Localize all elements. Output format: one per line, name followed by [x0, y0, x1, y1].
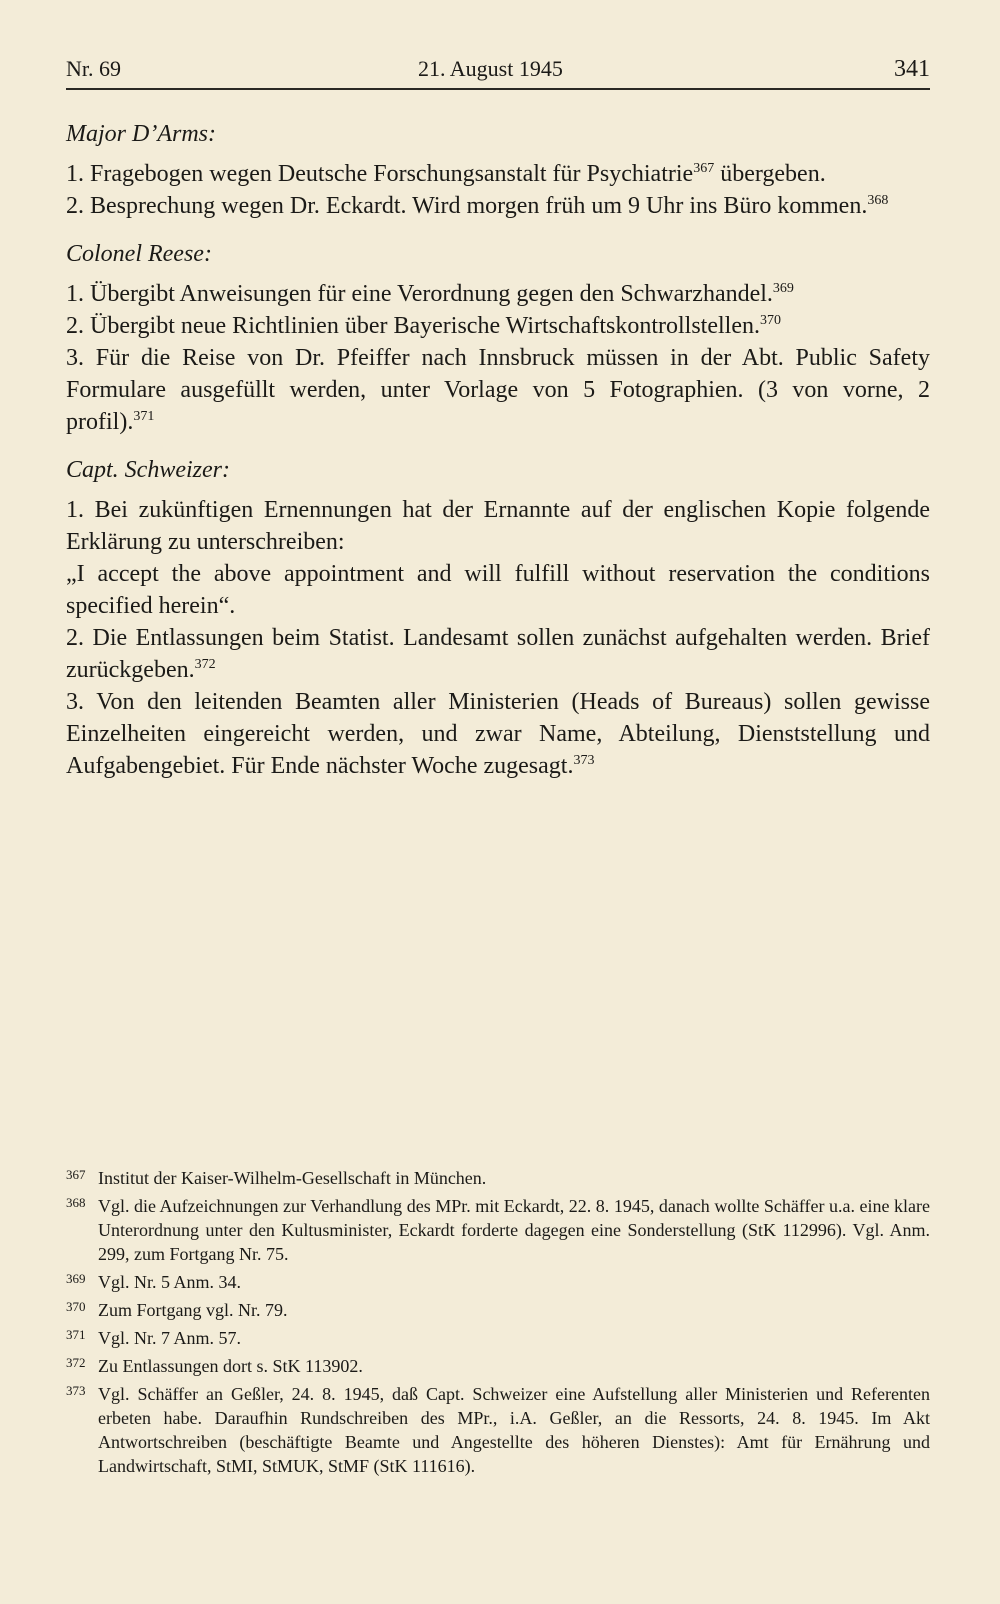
footnote-ref[interactable]: 370: [759, 313, 781, 328]
footnotes: [66, 1166, 930, 1482]
footnote: [66, 1194, 930, 1266]
footnote-number: 370: [66, 1299, 86, 1314]
speaker-heading: Major D’Arms:: [66, 121, 216, 147]
footnote: [66, 1382, 930, 1478]
footnote-text: Vgl. Nr. 5 Anm. 34.: [98, 1272, 242, 1292]
list-item: 1. Fragebogen wegen Deutsche Forschungsanstalt für Psychiatrie$^{367}$ übergeben.: [66, 161, 826, 187]
running-header: [66, 48, 930, 90]
footnote-ref[interactable]: 367: [693, 161, 715, 176]
footnote: [66, 1326, 930, 1350]
footnote-number: 373: [66, 1383, 86, 1398]
footnote-text: Zum Fortgang vgl. Nr. 79.: [98, 1300, 288, 1320]
speaker-heading: Colonel Reese:: [66, 241, 212, 267]
list-item: 2. Die Entlassungen beim Statist. Landesamt sollen zunächst aufgehalten werden. Brief zurückgeben.$^{372}$: [66, 625, 930, 683]
footnote-text: Institut der Kaiser-Wilhelm-Gesellschaft in München.: [98, 1168, 487, 1188]
footnote: [66, 1166, 930, 1190]
footnote-ref[interactable]: 372: [194, 657, 216, 672]
section-colonel-reese: [66, 238, 930, 438]
list-item: 2. Besprechung wegen Dr. Eckardt. Wird morgen früh um 9 Uhr ins Büro kommen.$^{368}$: [66, 193, 889, 219]
footnote: [66, 1298, 930, 1322]
footnote-number: 371: [66, 1327, 86, 1342]
main-text: [66, 118, 930, 798]
quoted-declaration: „I accept the above appointment and will fulfill without reservation the conditions specified herein“.: [66, 561, 930, 619]
speaker-heading: Capt. Schweizer:: [66, 457, 230, 483]
footnote-text: Vgl. die Aufzeichnungen zur Verhandlung des MPr. mit Eckardt, 22. 8. 1945, danach wollte Schäffer u.a. eine klare Unterordnung unter den Kultusminister, Eckardt forderte dagegen eine Sonderstellung (StK 112996). Vgl. Anm. 299, zum Fortgang Nr. 75.: [98, 1196, 930, 1264]
footnote-ref[interactable]: 373: [573, 753, 595, 768]
footnote: [66, 1270, 930, 1294]
footnote-text: Zu Entlassungen dort s. StK 113902.: [98, 1356, 363, 1376]
footnote-number: 369: [66, 1271, 86, 1286]
document-number: Nr. 69: [66, 56, 121, 81]
section-major-darms: [66, 118, 930, 222]
list-item: 3. Von den leitenden Beamten aller Ministerien (Heads of Bureaus) sollen gewisse Einzelheiten eingereicht werden, und zwar Name, Abteilung, Dienststellung und Aufgabengebiet. Für Ende nächster Woche zugesagt.$^{373}$: [66, 689, 930, 779]
footnote-number: 367: [66, 1167, 86, 1182]
list-item: 2. Übergibt neue Richtlinien über Bayerische Wirtschaftskontrollstellen.$^{370}$: [66, 313, 781, 339]
list-item: 3. Für die Reise von Dr. Pfeiffer nach Innsbruck müssen in der Abt. Public Safety Formulare ausgefüllt werden, unter Vorlage von 5 Fotographien. (3 von vorne, 2 profil).$^{371}$: [66, 345, 930, 435]
footnote-text: Vgl. Schäffer an Geßler, 24. 8. 1945, daß Capt. Schweizer eine Aufstellung aller Ministerien und Referenten erbeten habe. Daraufhin Rundschreiben des MPr., i.A. Geßler, an die Ressorts, 24. 8. 1945. Im Akt Antwortschreiben (beschäftigte Beamte und Angestellte des höheren Dienstes): Amt für Ernährung und Landwirtschaft, StMI, StMUK, StMF (StK 111616).: [98, 1384, 930, 1476]
list-item: 1. Bei zukünftigen Ernennungen hat der Ernannte auf der englischen Kopie folgende Erklärung zu unterschreiben:: [66, 497, 930, 555]
header-date: 21. August 1945: [418, 56, 563, 81]
list-item: 1. Übergibt Anweisungen für eine Verordnung gegen den Schwarzhandel.$^{369}$: [66, 281, 794, 307]
footnote: [66, 1354, 930, 1378]
footnote-ref[interactable]: 371: [133, 409, 155, 424]
footnote-number: 368: [66, 1195, 86, 1210]
section-capt-schweizer: [66, 454, 930, 782]
footnote-text: Vgl. Nr. 7 Anm. 57.: [98, 1328, 242, 1348]
footnote-ref[interactable]: 369: [772, 281, 794, 296]
footnote-number: 372: [66, 1355, 86, 1370]
footnote-ref[interactable]: 368: [867, 193, 889, 208]
page-number: 341: [894, 56, 930, 82]
